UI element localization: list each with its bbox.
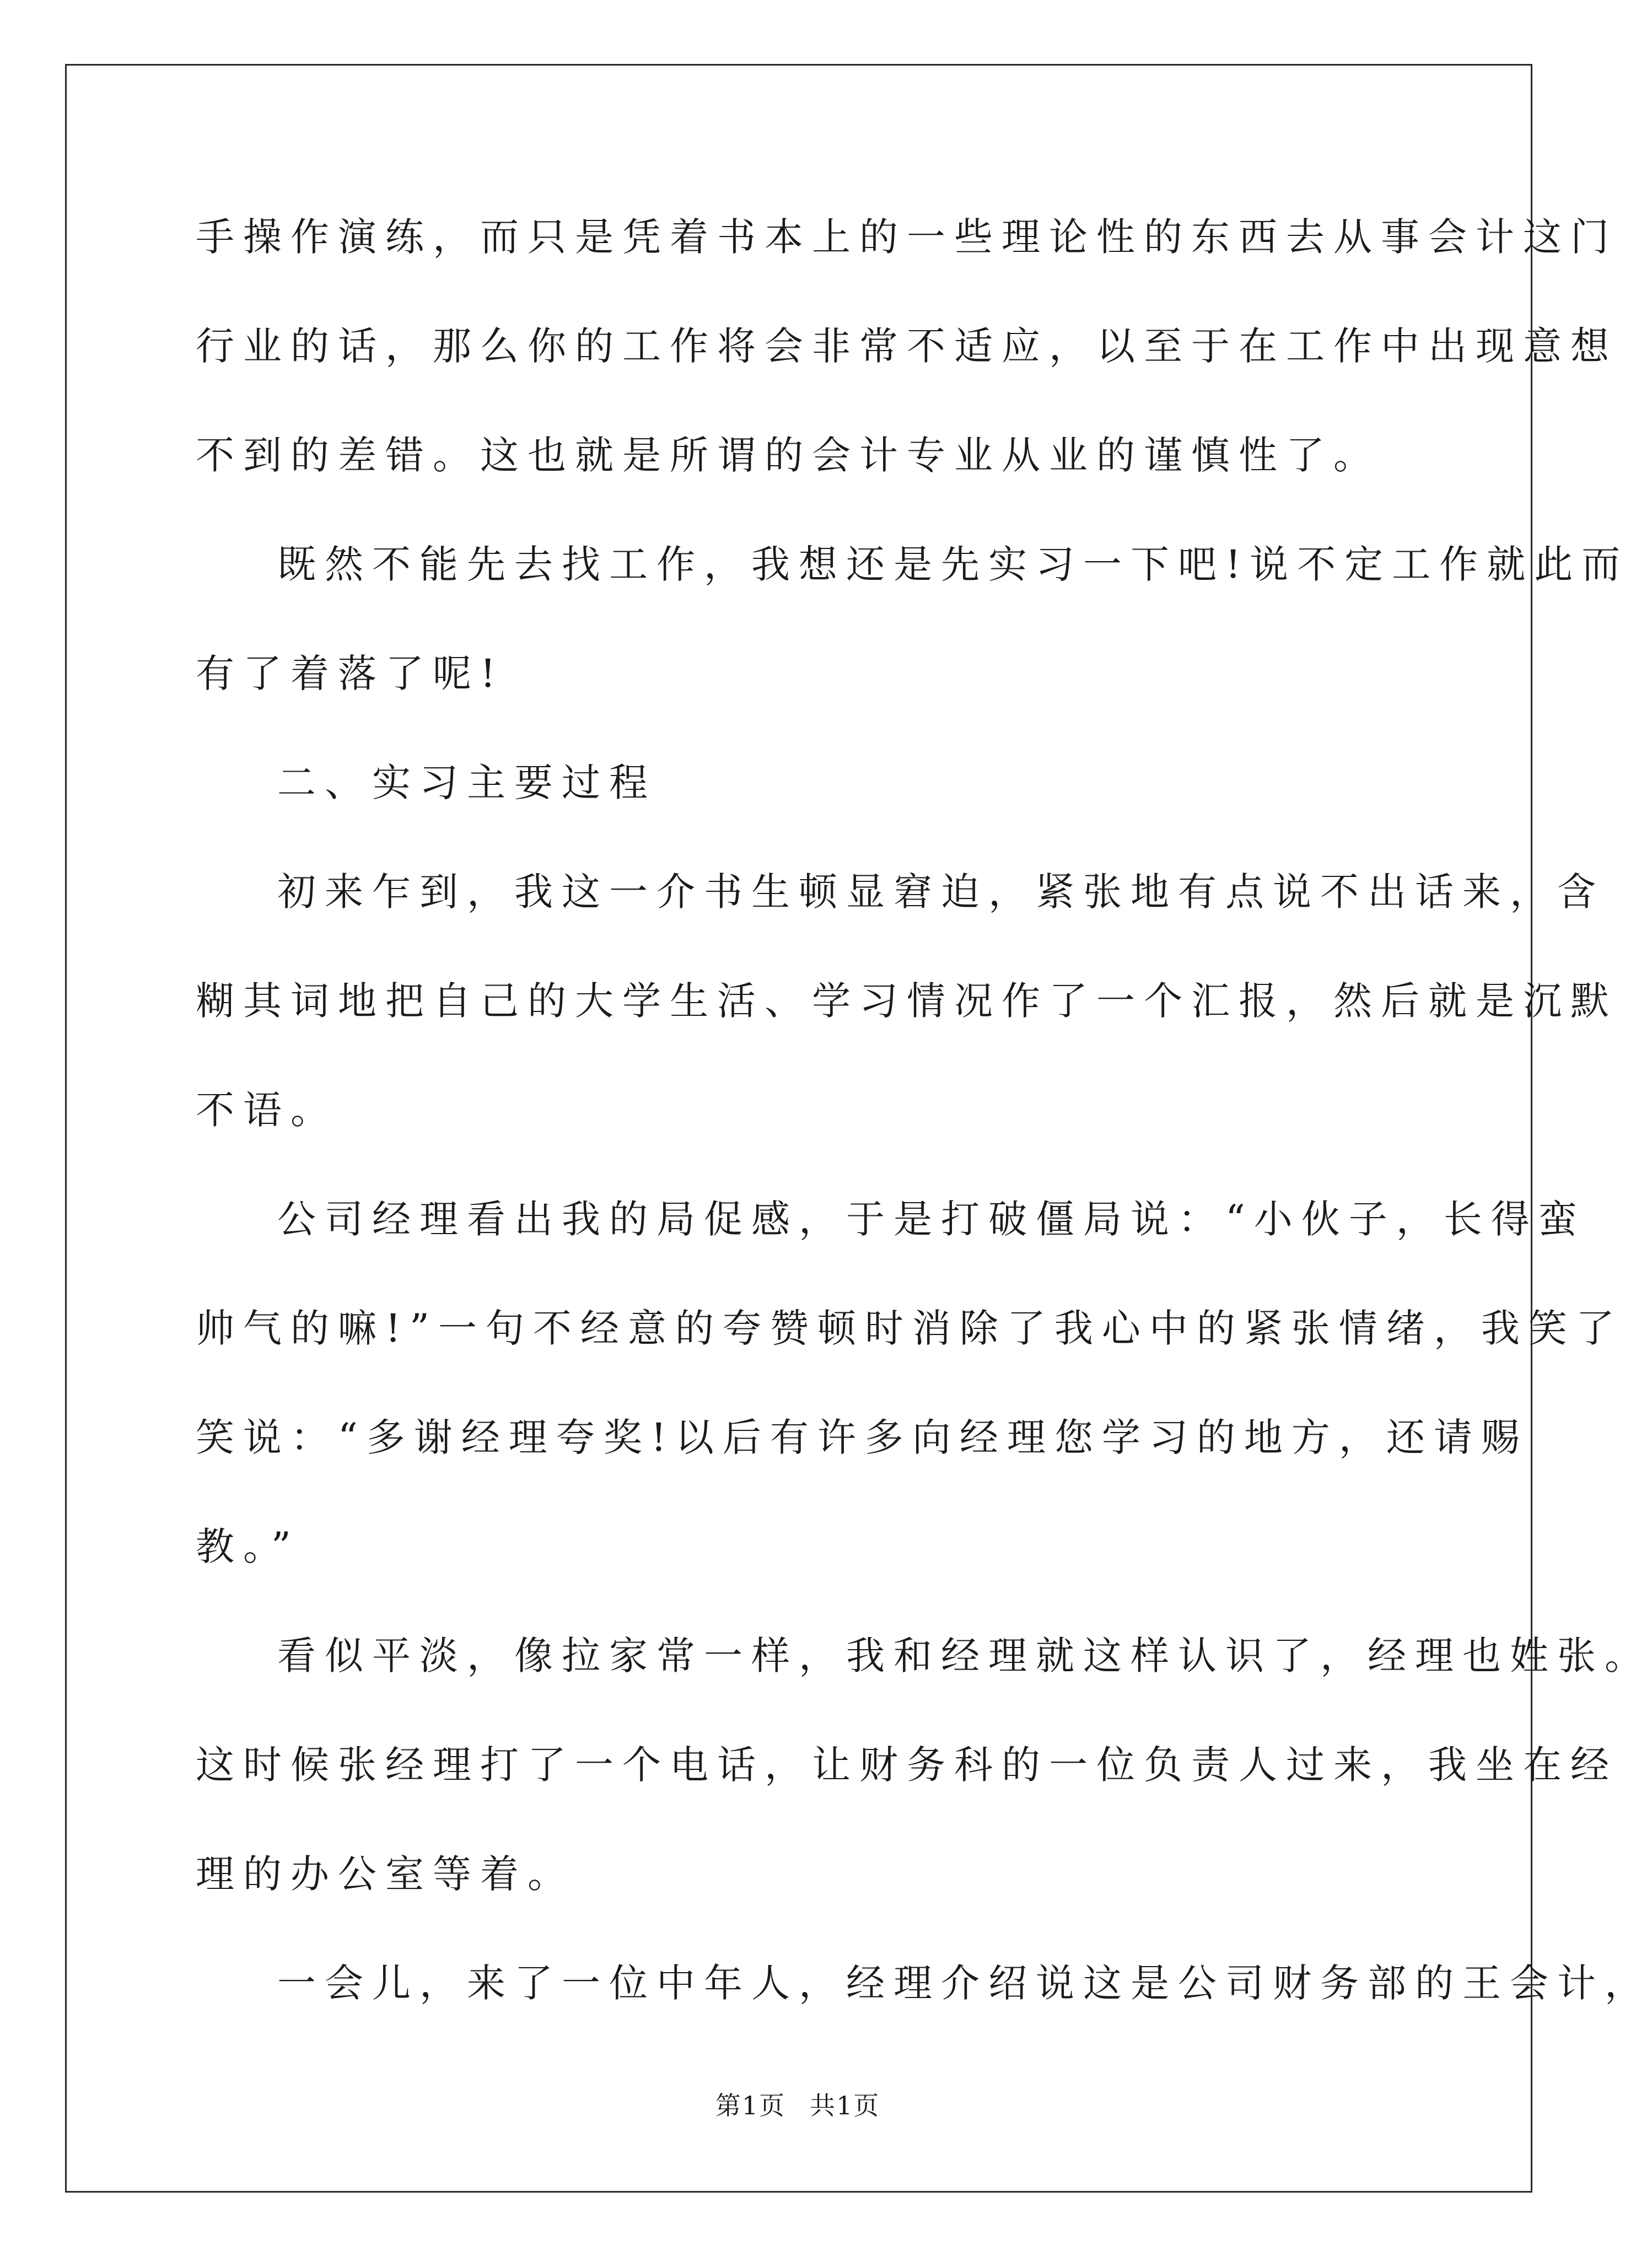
text-line: 理的办公室等着。 [196,1851,575,1897]
text-line: 糊其词地把自己的大学生活、学习情况作了一个汇报，然后就是沉默 [196,978,1618,1024]
text-line: 行业的话，那么你的工作将会非常不适应，以至于在工作中出现意想 [196,324,1618,369]
page-footer [0,2089,1595,2122]
text-line: 有了着落了呢! [196,651,505,696]
text-line: 既然不能先去找工作，我想还是先实习一下吧!说不定工作就此而 [277,542,1629,587]
text-line: 帅气的嘛!”一句不经意的夸赞顿时消除了我心中的紧张情绪，我笑了 [196,1306,1623,1351]
text-line: 不语。 [196,1087,338,1133]
text-line: 公司经理看出我的局促感，于是打破僵局说：“小伙子，长得蛮 [277,1197,1586,1242]
text-line: 初来乍到，我这一介书生顿显窘迫，紧张地有点说不出话来，含 [277,869,1605,914]
text-line: 不到的差错。这也就是所谓的会计专业从业的谨慎性了。 [196,433,1381,478]
text-line: 手操作演练，而只是凭着书本上的一些理论性的东西去从事会计这门 [196,214,1618,260]
text-line: 一会儿，来了一位中年人，经理介绍说这是公司财务部的王会计， [277,1961,1652,2006]
text-line: 看似平淡，像拉家常一样，我和经理就这样认识了，经理也姓张。 [277,1633,1652,1678]
section-heading: 二、实习主要过程 [277,760,657,805]
page-number: 第1页 [715,2091,785,2120]
page-total: 共1页 [810,2091,880,2120]
text-line: 这时候张经理打了一个电话，让财务科的一位负责人过来，我坐在经 [196,1742,1618,1787]
text-line: 教。” [196,1524,300,1569]
text-line: 笑说：“多谢经理夸奖!以后有许多向经理您学习的地方，还请赐 [196,1415,1529,1460]
